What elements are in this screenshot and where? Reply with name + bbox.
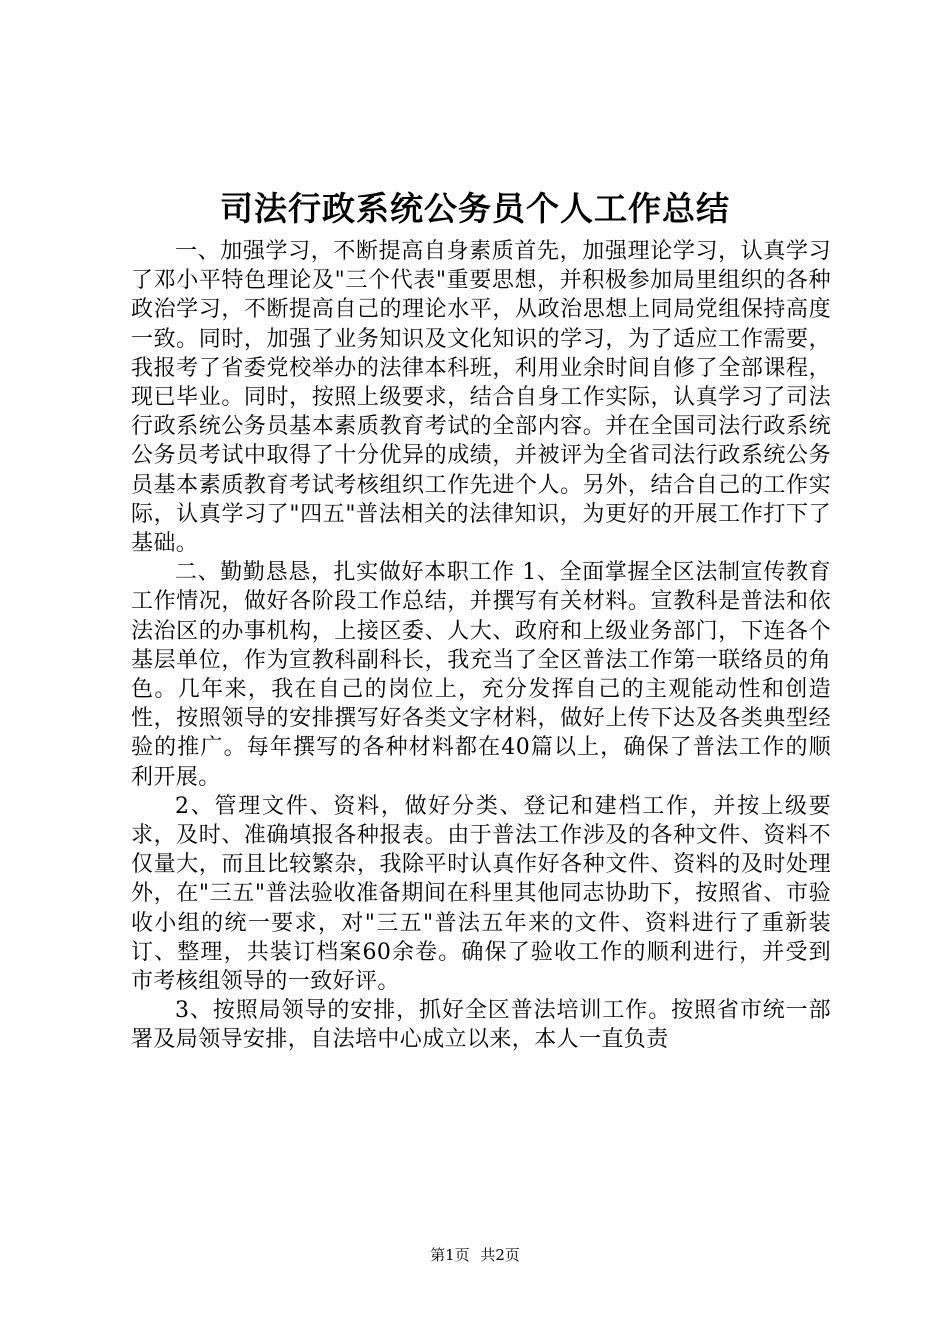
page-number-current: 第1页 xyxy=(430,1246,470,1264)
paragraph-1: 一、加强学习，不断提高自身素质首先，加强理论学习，认真学习了邓小平特色理论及"三个代表"重要思想，并积极参加局里组织的各种政治学习，不断提高自己的理论水平，从政治思想上同局党组保持高度一致。同时，加强了业务知识及文化知识的学习，为了适应工作需要，我报考了省委党校举办的法律本科班，利用业余时间自修了全部课程，现已毕业。同时，按照上级要求，结合自身工作实际，认真学习了司法行政系统公务员基本素质教育考试的全部内容。并在全国司法行政系统公务员考试中取得了十分优异的成绩，并被评为全省司法行政系统公务员基本素质教育考试考核组织工作先进个人。另外，结合自己的工作实际，认真学习了"四五"普法相关的法律知识，为更好的开展工作打下了基础。 xyxy=(131,239,831,557)
paragraph-3: 2、管理文件、资料，做好分类、登记和建档工作，并按上级要求，及时、准确填报各种报表。由于普法工作涉及的各种文件、资料不仅量大，而且比较繁杂，我除平时认真作好各种文件、资料的及时处理外，在"三五"普法验收准备期间在科里其他同志协助下，按照省、市验收小组的统一要求，对"三五"普法五年来的文件、资料进行了重新装订、整理，共装订档案60余卷。确保了验收工作的顺利进行，并受到市考核组领导的一致好评。 xyxy=(131,793,831,995)
paragraph-4: 3、按照局领导的安排，抓好全区普法培训工作。按照省市统一部署及局领导安排，自法培中心成立以来，本人一直负责 xyxy=(131,998,831,1053)
document-body xyxy=(131,237,831,1055)
page-footer xyxy=(0,1245,950,1265)
document-title: 司法行政系统公务员个人工作总结 xyxy=(220,189,730,228)
paragraph-2: 二、勤勤恳恳，扎实做好本职工作 1、全面掌握全区法制宣传教育工作情况，做好各阶段工作总结，并撰写有关材料。宣教科是普法和依法治区的办事机构，上接区委、人大、政府和上级业务部门，下连各个基层单位，作为宣教科副科长，我充当了全区普法工作第一联络员的角色。几年来，我在自己的岗位上，充分发挥自己的主观能动性和创造性，按照领导的安排撰写好各类文字材料，做好上传下达及各类典型经验的推广。每年撰写的各种材料都在40篇以上，确保了普法工作的顺利开展。 xyxy=(131,560,831,790)
page-number-total: 共2页 xyxy=(480,1246,520,1264)
